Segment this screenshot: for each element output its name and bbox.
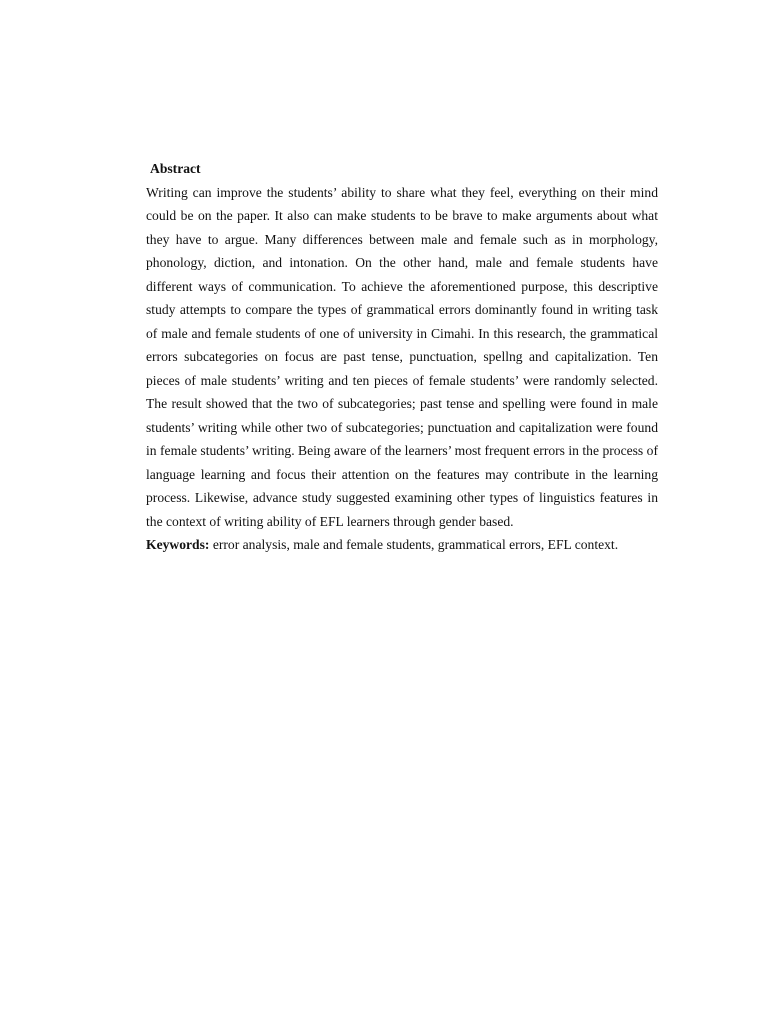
keywords-label: Keywords: [146,537,210,552]
abstract-section [146,157,658,557]
keywords-line [146,533,658,557]
abstract-body: Writing can improve the students’ ability to share what they feel, everything on their mind could be on the paper. It also can make students to be brave to make arguments about what they have to argue. Many differences between male and female such as in morphology, phonology, diction, and intonation. On the other hand, male and female students have different ways of communication. To achieve the aforementioned purpose, this descriptive study attempts to compare the types of grammatical errors dominantly found in writing task of male and female students of one of university in Cimahi. In this research, the grammatical errors subcategories on focus are past tense, punctuation, spellng and capitalization. Ten pieces of male students’ writing and ten pieces of female students’ were randomly selected. The result showed that the two of subcategories; past tense and spelling were found in male students’ writing while other two of subcategories; punctuation and capitalization were found in female students’ writing. Being aware of the learners’ most frequent errors in the process of language learning and focus their attention on the features may contribute in the learning process. Likewise, advance study suggested examining other types of linguistics features in the context of writing ability of EFL learners through gender based. [146,184,658,529]
abstract-heading: Abstract [150,161,201,176]
keywords-text: error analysis, male and female students, grammatical errors, EFL context. [209,537,619,552]
